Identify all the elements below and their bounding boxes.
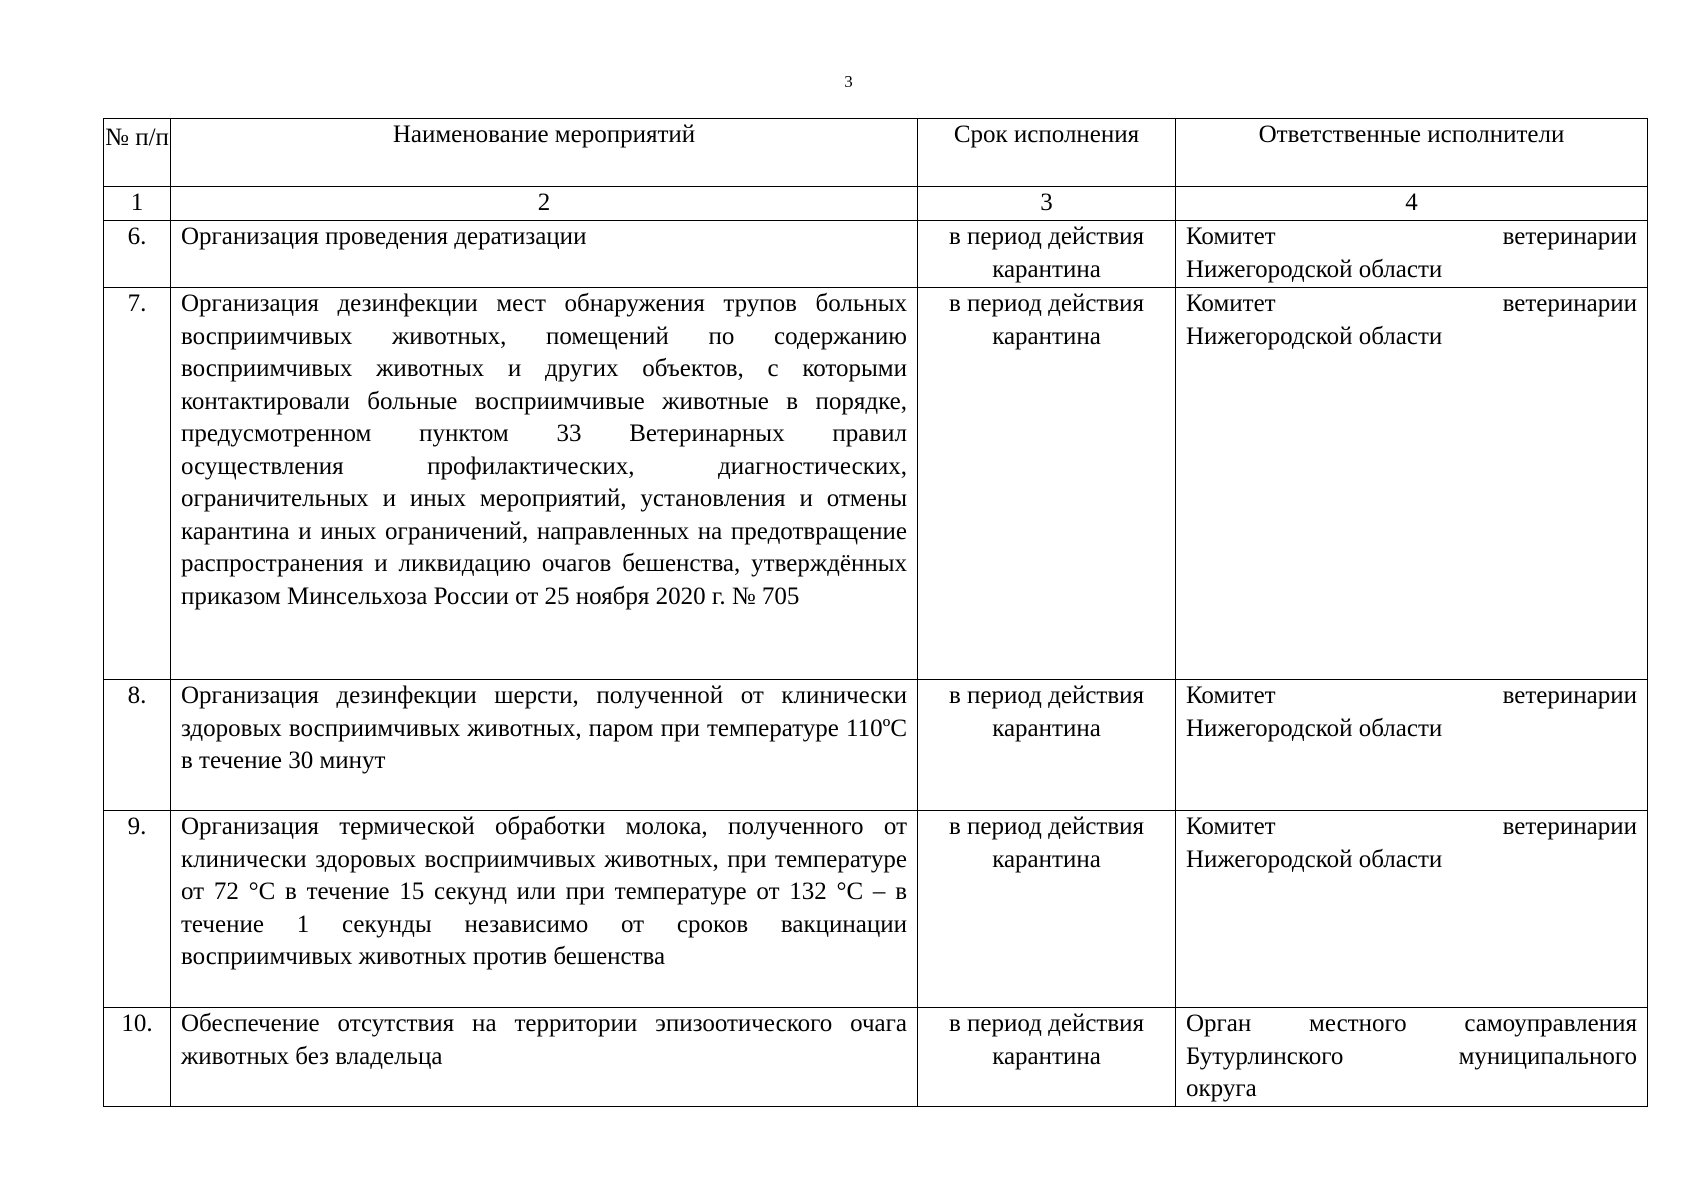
column-index: 2 [171, 187, 918, 221]
measure-name: Организация проведения дератизации [171, 221, 918, 288]
measure-name: Обеспечение отсутствия на территории эпизоотического очага животных без владельца [171, 1008, 918, 1107]
responsible-line: округа [1186, 1075, 1257, 1102]
responsible-line: Комитет ветеринарии [1186, 682, 1637, 709]
column-index: 3 [918, 187, 1176, 221]
table-row [104, 680, 1648, 811]
header-deadline: Срок исполнения [918, 119, 1176, 187]
header-measure-name: Наименование мероприятий [171, 119, 918, 187]
responsible-line: Комитет ветеринарии [1186, 290, 1637, 317]
responsible-line: Нижегородской области [1186, 322, 1443, 350]
table-header-row [104, 119, 1648, 187]
deadline: в период действия карантина [918, 680, 1176, 811]
responsible-line: Нижегородской области [1186, 714, 1443, 742]
measure-name: Организация термической обработки молока, полученного от клинически здоровых восприимчивых животных, при температуре от 72 °С в течение 15 секунд или при температуре от 132 °С – в течение 1 секунды независимо от сроков вакцинации восприимчивых животных против бешенства [171, 811, 918, 1008]
header-number: № п/п [104, 119, 171, 187]
responsible [1176, 221, 1648, 288]
row-number: 8. [104, 680, 171, 811]
table-row [104, 221, 1648, 288]
responsible-line: Комитет ветеринарии [1186, 223, 1637, 250]
responsible-line: Орган местного самоуправления [1186, 1010, 1637, 1037]
row-number: 7. [104, 288, 171, 680]
measure-name: Организация дезинфекции шерсти, полученной от клинически здоровых восприимчивых животных, паром при температуре 110ºС в течение 30 минут [171, 680, 918, 811]
table-row [104, 1008, 1648, 1107]
deadline: в период действия карантина [918, 1008, 1176, 1107]
table-row [104, 811, 1648, 1008]
responsible-line: Бутурлинского муниципального [1186, 1042, 1637, 1070]
responsible-line: Комитет ветеринарии [1186, 813, 1637, 840]
responsible [1176, 811, 1648, 1008]
row-number: 9. [104, 811, 171, 1008]
table-row [104, 288, 1648, 680]
deadline: в период действия карантина [918, 288, 1176, 680]
responsible [1176, 288, 1648, 680]
deadline: в период действия карантина [918, 221, 1176, 288]
row-number: 6. [104, 221, 171, 288]
header-responsible: Ответственные исполнители [1176, 119, 1648, 187]
column-index: 1 [104, 187, 171, 221]
measure-name: Организация дезинфекции мест обнаружения трупов больных восприимчивых животных, помещений по содержанию восприимчивых животных и других объектов, с которыми контактировали больные восприимчивые животные в порядке, предусмотренном пунктом 33 Ветеринарных правил осуществления профилактических, диагностических, ограничительных и иных мероприятий, установления и отмены карантина и иных ограничений, направленных на предотвращение распространения и ликвидацию очагов бешенства, утверждённых приказом Минсельхоза России от 25 ноября 2020 г. № 705 [171, 288, 918, 680]
responsible [1176, 1008, 1648, 1107]
page-number: 3 [844, 72, 853, 91]
responsible [1176, 680, 1648, 811]
responsible-line: Нижегородской области [1186, 845, 1443, 873]
responsible-line: Нижегородской области [1186, 255, 1443, 283]
row-number: 10. [104, 1008, 171, 1107]
column-index: 4 [1176, 187, 1648, 221]
column-index-row [104, 187, 1648, 221]
deadline: в период действия карантина [918, 811, 1176, 1008]
measures-table [103, 118, 1648, 1107]
